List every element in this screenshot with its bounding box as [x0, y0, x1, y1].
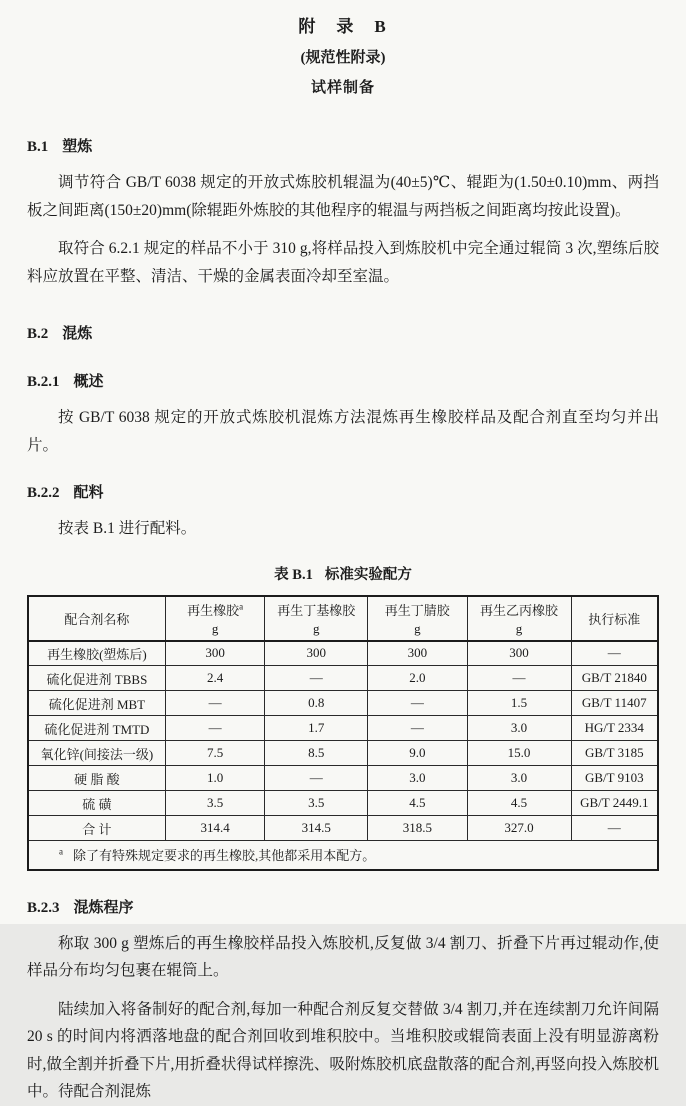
cell-agent: 硫化促进剂 TBBS	[28, 666, 165, 691]
table-row	[28, 766, 658, 791]
cell-value: 3.5	[165, 791, 265, 816]
table-row	[28, 666, 658, 691]
cell-value: 327.0	[467, 816, 571, 841]
cell-standard: HG/T 2334	[571, 716, 658, 741]
column-header-reclaimed-rubber: 再生橡胶$^a$ g	[165, 596, 265, 641]
section-number: B.1	[27, 139, 49, 155]
cell-value: 318.5	[368, 816, 468, 841]
cell-value: 3.5	[265, 791, 368, 816]
cell-value: 9.0	[368, 741, 468, 766]
section-title: 塑炼	[62, 139, 93, 155]
cell-agent: 氧化锌(间接法一级)	[28, 741, 165, 766]
section-number: B.2.1	[27, 374, 60, 390]
footnote-mark: a	[239, 601, 244, 612]
cell-value: —	[265, 666, 368, 691]
appendix-name: 试样制备	[310, 80, 375, 96]
table-row	[28, 741, 658, 766]
table-caption	[27, 563, 659, 584]
table-row-total	[28, 816, 658, 841]
cell-standard: —	[571, 641, 658, 666]
formula-table	[27, 595, 659, 871]
cell-value: —	[165, 716, 265, 741]
cell-agent: 再生橡胶(塑炼后)	[28, 641, 165, 666]
table-footnote	[28, 841, 658, 870]
paragraph-b21-1: 按 GB/T 6038 规定的开放式炼胶机混炼方法混炼再生橡胶样品及配合剂直至均匀并出片。	[27, 409, 659, 454]
paragraph-b22-1: 按表 B.1 进行配料。	[58, 520, 197, 537]
section-number: B.2.3	[27, 899, 60, 916]
cell-value: 7.5	[165, 741, 265, 766]
cell-standard: GB/T 9103	[571, 766, 658, 791]
cell-value: 2.0	[368, 666, 468, 691]
footnote-mark: a	[59, 846, 63, 857]
section-title: 混炼程序	[73, 899, 134, 916]
cell-value: 300	[165, 641, 265, 666]
section-number: B.2.2	[27, 485, 60, 501]
cell-standard: GB/T 2449.1	[571, 791, 658, 816]
formula-table-header	[28, 596, 658, 641]
section-heading-b21	[27, 370, 659, 391]
cell-value: 1.5	[467, 691, 571, 716]
section-number: B.2	[27, 326, 49, 342]
cell-value: 1.0	[165, 766, 265, 791]
cell-value: 15.0	[467, 741, 571, 766]
paragraph-b1-2: 取符合 6.2.1 规定的样品不小于 310 g,将样品投入到炼胶机中完全通过辊筒 3 次,塑练后胶料应放置在平整、清洁、干燥的金属表面冷却至室温。	[27, 240, 659, 285]
column-header-standard: 执行标准	[571, 596, 658, 641]
cell-value: 1.7	[265, 716, 368, 741]
footnote-text: 除了有特殊规定要求的再生橡胶,其他都采用本配方。	[73, 848, 376, 864]
cell-value: 3.0	[467, 766, 571, 791]
table-header-row	[28, 596, 658, 641]
column-header-nitrile: 再生丁腈胶 g	[368, 596, 468, 641]
cell-value: 8.5	[265, 741, 368, 766]
paragraph-b23-1: 称取 300 g 塑炼后的再生橡胶样品投入炼胶机,反复做 3/4 割刀、折叠下片再过辊动作,使样品分布均匀包裹在辊筒上。	[27, 934, 659, 979]
cell-standard: GB/T 11407	[571, 691, 658, 716]
column-header-butyl: 再生丁基橡胶 g	[265, 596, 368, 641]
cell-value: 300	[265, 641, 368, 666]
column-header-agent: 配合剂名称	[28, 596, 165, 641]
table-row	[28, 791, 658, 816]
cell-value: —	[165, 691, 265, 716]
cell-agent: 硬 脂 酸	[28, 766, 165, 791]
cell-value: 300	[467, 641, 571, 666]
cell-value: 4.5	[467, 791, 571, 816]
cell-agent: 合 计	[28, 816, 165, 841]
cell-agent: 硫化促进剂 MBT	[28, 691, 165, 716]
cell-standard: GB/T 21840	[571, 666, 658, 691]
cell-standard: —	[571, 816, 658, 841]
cell-value: 3.0	[467, 716, 571, 741]
cell-value: —	[368, 691, 468, 716]
section-heading-b1	[27, 135, 659, 156]
table-row	[28, 691, 658, 716]
cell-value: 2.4	[165, 666, 265, 691]
cell-value: —	[368, 716, 468, 741]
cell-agent: 硫 磺	[28, 791, 165, 816]
cell-value: 4.5	[368, 791, 468, 816]
cell-value: —	[467, 666, 571, 691]
cell-value: —	[265, 766, 368, 791]
table-caption-label: 表 B.1	[274, 566, 313, 583]
cell-value: 300	[368, 641, 468, 666]
cell-value: 0.8	[265, 691, 368, 716]
section-title: 概述	[73, 374, 104, 390]
section-title: 配料	[73, 485, 104, 501]
cell-value: 3.0	[368, 766, 468, 791]
appendix-subtitle: (规范性附录)	[300, 50, 386, 66]
cell-value: 314.4	[165, 816, 265, 841]
section-heading-b2	[27, 322, 659, 343]
paragraph-b1-1: 调节符合 GB/T 6038 规定的开放式炼胶机辊温为(40±5)℃、辊距为(1.50±0.10)mm、两挡板之间距离(150±20)mm(除辊距外炼胶的其他程序的辊温与两挡板之间距离均按此设置)。	[27, 174, 659, 219]
column-header-epdm: 再生乙丙橡胶 g	[467, 596, 571, 641]
formula-table-body	[28, 641, 658, 870]
table-row	[28, 641, 658, 666]
cell-standard: GB/T 3185	[571, 741, 658, 766]
appendix-title: 附 录 B	[298, 17, 388, 36]
table-caption-title: 标准实验配方	[324, 566, 412, 583]
table-row	[28, 716, 658, 741]
table-footnote-row	[28, 841, 658, 870]
paragraph-b23-2: 陆续加入将备制好的配合剂,每加一种配合剂反复交替做 3/4 割刀,并在连续割刀允许间隔 20 s 的时间内将洒落地盘的配合剂回收到堆积胶中。当堆积胶或辊筒表面上没有明显游离粉时,做全割并折叠下片,用折叠状得试样擦洗、吸附炼胶机底盘散落的配合剂,再竖向投入炼胶机中。待配合剂混炼	[27, 1000, 659, 1100]
cell-agent: 硫化促进剂 TMTD	[28, 716, 165, 741]
appendix-header	[27, 8, 659, 97]
section-title: 混炼	[62, 326, 93, 342]
section-heading-b22	[27, 481, 659, 502]
section-heading-b23	[27, 896, 659, 917]
cell-value: 314.5	[265, 816, 368, 841]
